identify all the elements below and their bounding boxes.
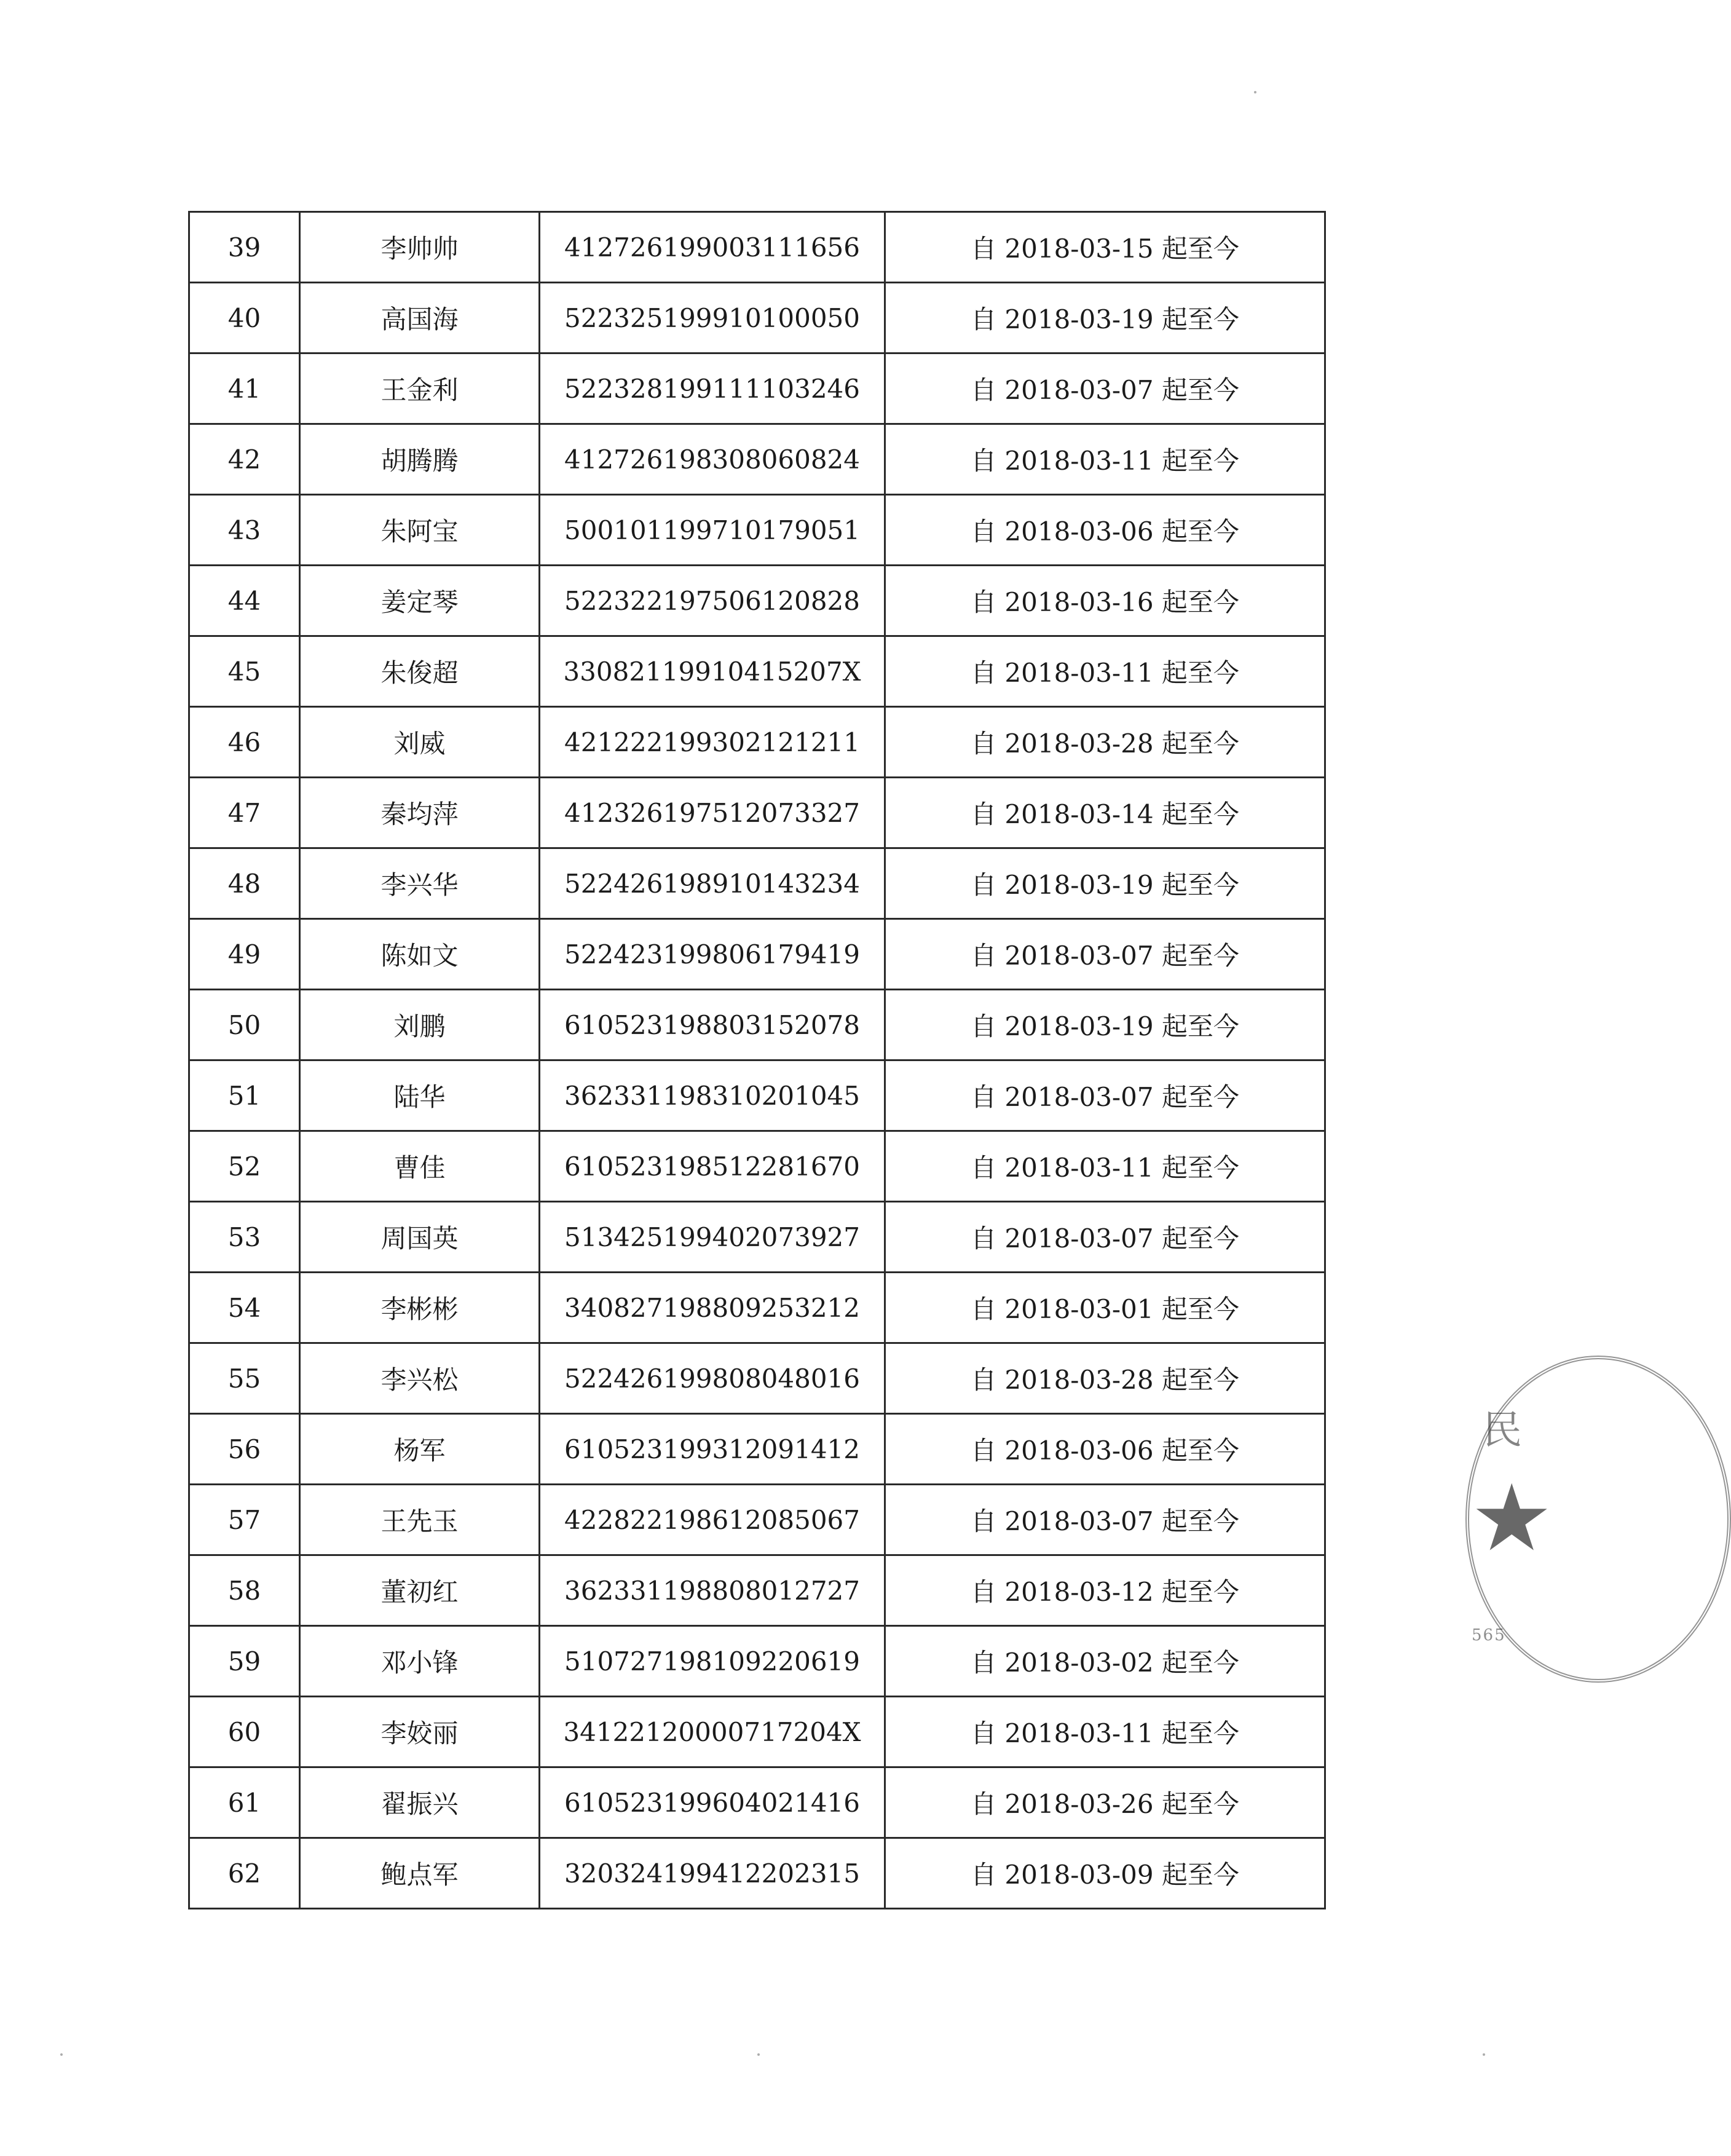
- table-row: [189, 424, 1325, 495]
- cell-period: 自 2018-03-09 起至今: [885, 1838, 1325, 1909]
- cell-period: 自 2018-03-11 起至今: [885, 1697, 1325, 1767]
- cell-name: 陈如文: [300, 919, 540, 990]
- roster-table: [188, 211, 1326, 1909]
- cell-period: 自 2018-03-06 起至今: [885, 495, 1325, 566]
- cell-id-number: 610523198512281670: [540, 1131, 885, 1202]
- table-row: [189, 1485, 1325, 1555]
- table-row: [189, 1767, 1325, 1838]
- cell-name: 鲍点军: [300, 1838, 540, 1909]
- cell-id-number: 610523199604021416: [540, 1767, 885, 1838]
- cell-name: 王先玉: [300, 1485, 540, 1555]
- roster-table-body: [189, 212, 1325, 1909]
- cell-name: 秦均萍: [300, 778, 540, 848]
- cell-id-number: 340827198809253212: [540, 1273, 885, 1343]
- cell-period: 自 2018-03-15 起至今: [885, 212, 1325, 283]
- cell-number: 48: [189, 848, 300, 919]
- cell-id-number: 33082119910415207X: [540, 636, 885, 707]
- cell-name: 李彬彬: [300, 1273, 540, 1343]
- table-row: [189, 1131, 1325, 1202]
- cell-period: 自 2018-03-19 起至今: [885, 848, 1325, 919]
- table-row: [189, 919, 1325, 990]
- cell-name: 翟振兴: [300, 1767, 540, 1838]
- cell-number: 60: [189, 1697, 300, 1767]
- cell-period: 自 2018-03-11 起至今: [885, 424, 1325, 495]
- cell-number: 45: [189, 636, 300, 707]
- cell-number: 41: [189, 353, 300, 424]
- table-row: [189, 1626, 1325, 1697]
- scan-speck: [60, 2053, 63, 2056]
- cell-id-number: 320324199412202315: [540, 1838, 885, 1909]
- cell-id-number: 500101199710179051: [540, 495, 885, 566]
- cell-number: 59: [189, 1626, 300, 1697]
- cell-name: 高国海: [300, 283, 540, 353]
- cell-period: 自 2018-03-19 起至今: [885, 990, 1325, 1060]
- cell-id-number: 422822198612085067: [540, 1485, 885, 1555]
- cell-name: 董初红: [300, 1555, 540, 1626]
- cell-number: 58: [189, 1555, 300, 1626]
- cell-period: 自 2018-03-07 起至今: [885, 1060, 1325, 1131]
- cell-number: 61: [189, 1767, 300, 1838]
- cell-period: 自 2018-03-02 起至今: [885, 1626, 1325, 1697]
- cell-name: 胡腾腾: [300, 424, 540, 495]
- cell-id-number: 610523198803152078: [540, 990, 885, 1060]
- cell-number: 47: [189, 778, 300, 848]
- cell-period: 自 2018-03-16 起至今: [885, 566, 1325, 636]
- cell-number: 50: [189, 990, 300, 1060]
- cell-id-number: 362331198808012727: [540, 1555, 885, 1626]
- official-seal: [1465, 1356, 1553, 1675]
- cell-id-number: 421222199302121211: [540, 707, 885, 778]
- cell-id-number: 522328199111103246: [540, 353, 885, 424]
- cell-name: 刘鹏: [300, 990, 540, 1060]
- cell-period: 自 2018-03-28 起至今: [885, 707, 1325, 778]
- table-row: [189, 1343, 1325, 1414]
- table-row: [189, 778, 1325, 848]
- cell-name: 朱阿宝: [300, 495, 540, 566]
- cell-id-number: 522423199806179419: [540, 919, 885, 990]
- cell-number: 40: [189, 283, 300, 353]
- cell-period: 自 2018-03-07 起至今: [885, 353, 1325, 424]
- cell-name: 杨军: [300, 1414, 540, 1485]
- cell-number: 39: [189, 212, 300, 283]
- star-icon: ★: [1470, 1465, 1553, 1572]
- table-row: [189, 495, 1325, 566]
- cell-name: 姜定琴: [300, 566, 540, 636]
- cell-period: 自 2018-03-11 起至今: [885, 636, 1325, 707]
- table-row: [189, 1060, 1325, 1131]
- cell-name: 曹佳: [300, 1131, 540, 1202]
- cell-id-number: 510727198109220619: [540, 1626, 885, 1697]
- cell-name: 李兴松: [300, 1343, 540, 1414]
- cell-number: 57: [189, 1485, 300, 1555]
- cell-number: 42: [189, 424, 300, 495]
- cell-id-number: 522426199808048016: [540, 1343, 885, 1414]
- cell-name: 李姣丽: [300, 1697, 540, 1767]
- cell-name: 李兴华: [300, 848, 540, 919]
- cell-number: 46: [189, 707, 300, 778]
- cell-period: 自 2018-03-26 起至今: [885, 1767, 1325, 1838]
- scan-speck: [1254, 91, 1256, 93]
- cell-number: 54: [189, 1273, 300, 1343]
- table-row: [189, 848, 1325, 919]
- scan-speck: [1483, 2053, 1485, 2056]
- table-row: [189, 283, 1325, 353]
- cell-id-number: 412726198308060824: [540, 424, 885, 495]
- table-row: [189, 353, 1325, 424]
- table-row: [189, 707, 1325, 778]
- cell-number: 62: [189, 1838, 300, 1909]
- cell-number: 51: [189, 1060, 300, 1131]
- cell-number: 55: [189, 1343, 300, 1414]
- cell-name: 李帅帅: [300, 212, 540, 283]
- cell-period: 自 2018-03-07 起至今: [885, 919, 1325, 990]
- cell-period: 自 2018-03-07 起至今: [885, 1485, 1325, 1555]
- cell-number: 44: [189, 566, 300, 636]
- cell-period: 自 2018-03-28 起至今: [885, 1343, 1325, 1414]
- cell-id-number: 522426198910143234: [540, 848, 885, 919]
- cell-name: 周国英: [300, 1202, 540, 1273]
- scan-speck: [757, 2053, 760, 2056]
- cell-number: 43: [189, 495, 300, 566]
- cell-id-number: 412726199003111656: [540, 212, 885, 283]
- seal-character: 民: [1483, 1408, 1522, 1453]
- cell-period: 自 2018-03-14 起至今: [885, 778, 1325, 848]
- cell-name: 陆华: [300, 1060, 540, 1131]
- cell-id-number: 522322197506120828: [540, 566, 885, 636]
- table-row: [189, 1838, 1325, 1909]
- cell-id-number: 34122120000717204X: [540, 1697, 885, 1767]
- cell-name: 朱俊超: [300, 636, 540, 707]
- table-row: [189, 990, 1325, 1060]
- cell-id-number: 513425199402073927: [540, 1202, 885, 1273]
- cell-number: 52: [189, 1131, 300, 1202]
- cell-period: 自 2018-03-12 起至今: [885, 1555, 1325, 1626]
- cell-name: 邓小锋: [300, 1626, 540, 1697]
- table-row: [189, 566, 1325, 636]
- cell-period: 自 2018-03-11 起至今: [885, 1131, 1325, 1202]
- cell-number: 49: [189, 919, 300, 990]
- table-row: [189, 212, 1325, 283]
- cell-period: 自 2018-03-01 起至今: [885, 1273, 1325, 1343]
- table-row: [189, 1414, 1325, 1485]
- cell-id-number: 610523199312091412: [540, 1414, 885, 1485]
- table-row: [189, 1697, 1325, 1767]
- cell-number: 56: [189, 1414, 300, 1485]
- cell-period: 自 2018-03-19 起至今: [885, 283, 1325, 353]
- table-row: [189, 636, 1325, 707]
- table-row: [189, 1555, 1325, 1626]
- cell-name: 王金利: [300, 353, 540, 424]
- cell-number: 53: [189, 1202, 300, 1273]
- cell-period: 自 2018-03-06 起至今: [885, 1414, 1325, 1485]
- cell-name: 刘威: [300, 707, 540, 778]
- table-row: [189, 1202, 1325, 1273]
- cell-period: 自 2018-03-07 起至今: [885, 1202, 1325, 1273]
- cell-id-number: 412326197512073327: [540, 778, 885, 848]
- seal-digits: 565: [1472, 1626, 1506, 1645]
- table-row: [189, 1273, 1325, 1343]
- cell-id-number: 522325199910100050: [540, 283, 885, 353]
- cell-id-number: 362331198310201045: [540, 1060, 885, 1131]
